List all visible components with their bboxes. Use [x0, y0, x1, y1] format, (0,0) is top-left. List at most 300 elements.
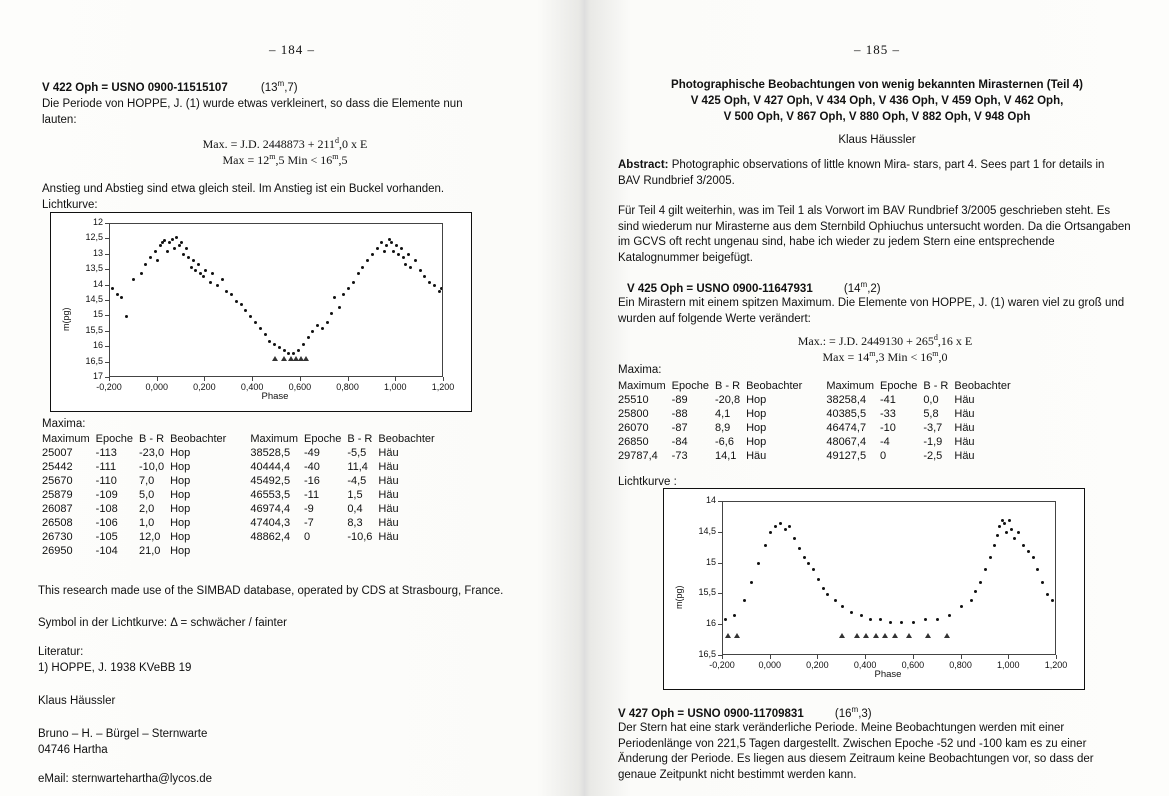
table-cell: 8,9 — [714, 422, 731, 434]
data-point — [974, 590, 977, 593]
table-cell: -87 — [671, 422, 688, 434]
data-point — [140, 272, 143, 275]
table-cell: 48862,4 — [250, 531, 291, 543]
data-point — [757, 562, 760, 565]
data-point — [390, 241, 393, 244]
y-axis-tick: 14,5 — [698, 525, 716, 536]
table-cell: Hop — [170, 531, 191, 543]
data-point — [190, 266, 193, 269]
table-cell: -40 — [304, 461, 320, 473]
table-cell: -106 — [95, 517, 118, 529]
y-axis-tickmark — [718, 593, 722, 594]
data-point — [1010, 528, 1013, 531]
y-axis-tick: 15 — [705, 556, 716, 567]
data-point — [743, 599, 746, 602]
left-star-name: V 422 Oph = USNO 0900-11515107 — [42, 81, 228, 94]
data-point — [392, 250, 395, 253]
right-star2-magnitude: (16$^m$,3) — [834, 705, 872, 720]
data-point — [850, 611, 853, 614]
table-cell: -109 — [95, 489, 118, 501]
data-point — [116, 293, 119, 296]
data-point — [111, 287, 114, 290]
table-cell: 25007 — [42, 447, 73, 459]
table-cell: 8,3 — [347, 517, 363, 529]
x-axis-tickmark — [157, 377, 158, 381]
table-cell: Hop — [746, 436, 767, 448]
table-cell: 25800 — [618, 408, 649, 420]
data-point — [414, 259, 417, 262]
fainter-marker — [272, 356, 278, 361]
data-point — [764, 544, 767, 547]
right-paragraph-1: Für Teil 4 gilt weiterhin, was im Teil 1 als Vorwort im BAV Rundbrief 3/2005 geschrieben steht. Es sind wiederum nur Mirasterne aus dem Sternbild Ophiuchus untersucht worden. Da die Ortsangaben im GCVS oft recht ungenau sind, habe ich wieder zu jedem Stern eine entsprechende Katalognummer beigefügt. — [618, 205, 1131, 264]
data-point — [307, 336, 310, 339]
table-cell: -88 — [671, 408, 688, 420]
x-axis-tick: 0,400 — [240, 382, 264, 392]
fainter-marker — [892, 633, 898, 638]
table-cell — [347, 544, 378, 558]
table-header-cell: B - R — [138, 433, 165, 445]
data-point — [822, 587, 825, 590]
y-axis-tick: 16,5 — [85, 355, 103, 366]
data-point — [380, 241, 383, 244]
table-cell: Hop — [170, 475, 191, 487]
table-cell: 7,0 — [138, 475, 155, 487]
data-point — [1051, 599, 1054, 602]
data-point — [163, 239, 166, 242]
left-page-number: – 184 – — [269, 42, 315, 57]
table-cell: 38528,5 — [250, 447, 291, 459]
table-row — [42, 488, 441, 502]
left-star-magnitude: (13$^m$,7) — [260, 79, 298, 94]
fainter-marker — [863, 633, 869, 638]
table-cell: -110 — [95, 475, 117, 487]
table-cell: -20,8 — [714, 394, 741, 406]
y-axis-tick: 13,5 — [85, 263, 103, 274]
table-cell: 0 — [880, 450, 887, 462]
right-elements-line2: Max = $14^m,3$ Min < $16^m,0$ — [822, 349, 948, 364]
data-point — [869, 618, 872, 621]
x-axis-tick: 0,200 — [806, 660, 829, 670]
table-cell: -6,6 — [714, 436, 734, 448]
y-axis-tickmark — [105, 238, 109, 239]
fainter-marker — [281, 356, 287, 361]
y-axis-tickmark — [105, 315, 109, 316]
x-axis-tick: 1,000 — [997, 660, 1020, 670]
data-point — [316, 324, 319, 327]
article-author: Klaus Häussler — [838, 134, 916, 146]
table-cell: 38258,4 — [826, 394, 867, 406]
y-axis-tick: 16 — [92, 340, 103, 351]
data-point — [352, 281, 355, 284]
right-star2-text: Der Stern hat eine stark veränderliche Periode. Meine Beobachtungen werden mit einer Periodenlänge von 221,5 Tagen dargestellt. Zwischen Epoche -52 und -100 kam es zu einer Änderung der Periode. Es liegen aus diesem Zeitraum keine Beobachtungen vor, so dass der genaue Zeitpunkt nicht bestimmt werden kann. — [618, 722, 1094, 781]
right-maxima-table-wrap — [618, 379, 1017, 463]
table-cell: Hop — [746, 394, 767, 406]
data-point — [798, 547, 801, 550]
data-point — [192, 259, 195, 262]
fainter-marker — [725, 633, 731, 638]
data-point — [404, 263, 407, 266]
table-cell: 0 — [304, 531, 311, 543]
data-point — [438, 290, 441, 293]
data-point — [788, 525, 791, 528]
x-axis-tickmark — [961, 655, 962, 659]
right-star1-name: V 425 Oph = USNO 0900-11647931 — [627, 282, 813, 295]
left-maxima-table-wrap — [42, 432, 441, 558]
x-axis-tickmark — [395, 377, 396, 381]
data-point — [216, 284, 219, 287]
data-point — [1005, 531, 1008, 534]
data-point — [860, 614, 863, 617]
table-row — [618, 421, 1017, 435]
data-point — [779, 522, 782, 525]
data-point — [936, 618, 939, 621]
data-point — [330, 312, 333, 315]
chart-v422-plot-area — [109, 223, 443, 377]
x-axis-tickmark — [913, 655, 914, 659]
data-point — [159, 244, 162, 247]
table-cell: 1,5 — [347, 489, 363, 501]
table-cell: -108 — [95, 503, 118, 515]
y-axis-tickmark — [105, 223, 109, 224]
chart-v425-xlabel: Phase — [874, 669, 902, 680]
table-cell: -49 — [304, 447, 320, 459]
data-point — [297, 349, 300, 352]
table-row — [42, 502, 441, 516]
table-cell: -10,6 — [347, 531, 373, 543]
table-cell: -7 — [304, 517, 314, 529]
left-literatur-label: Literatur: — [38, 646, 84, 658]
x-axis-tick: -0,200 — [96, 382, 122, 392]
fainter-marker — [303, 356, 309, 361]
right-lightcurve-label: Lichtkurve : — [618, 476, 677, 488]
data-point — [254, 321, 257, 324]
x-axis-tickmark — [204, 377, 205, 381]
data-point — [409, 266, 412, 269]
data-point — [347, 287, 350, 290]
table-row — [42, 460, 441, 474]
data-point — [235, 300, 238, 303]
data-point — [812, 568, 815, 571]
table-cell: Häu — [954, 408, 975, 420]
data-point — [428, 281, 431, 284]
right-page — [585, 0, 1169, 796]
x-axis-tick: 0,800 — [949, 660, 972, 670]
table-header-cell: Epoche — [95, 433, 133, 445]
table-row — [42, 530, 441, 544]
table-cell: -2,5 — [923, 450, 943, 462]
fainter-marker — [839, 633, 845, 638]
table-header-cell: Epoche — [671, 380, 709, 392]
table-cell: 4,1 — [714, 408, 731, 420]
fainter-marker — [906, 633, 912, 638]
data-point — [1003, 522, 1006, 525]
data-point — [440, 287, 443, 290]
y-axis-tick: 14 — [92, 278, 103, 289]
table-cell: 12,0 — [138, 531, 161, 543]
table-cell: Hop — [170, 461, 191, 473]
data-point — [989, 556, 992, 559]
data-point — [342, 293, 345, 296]
left-maxima-table — [42, 432, 441, 558]
table-cell: -9 — [304, 503, 314, 515]
table-header-cell: Beobachter — [746, 380, 803, 392]
right-maxima-label: Maxima: — [618, 364, 662, 376]
y-axis-tickmark — [718, 563, 722, 564]
table-cell: 46553,5 — [250, 489, 291, 501]
table-cell: Hop — [746, 422, 767, 434]
table-cell: -11 — [304, 489, 320, 501]
data-point — [996, 534, 999, 537]
data-point — [900, 621, 903, 624]
data-point — [1046, 593, 1049, 596]
data-point — [240, 303, 243, 306]
y-axis-tickmark — [718, 624, 722, 625]
table-cell: 26730 — [42, 531, 73, 543]
x-axis-tick: 0,800 — [336, 382, 359, 392]
data-point — [283, 349, 286, 352]
data-point — [924, 618, 927, 621]
chart-v425-ylabel: m(pg) — [674, 585, 684, 609]
left-comment: Anstieg und Abstieg sind etwa gleich steil. Im Anstieg ist ein Buckel vorhanden. — [42, 183, 445, 195]
table-cell: 11,4 — [347, 461, 368, 473]
left-lightcurve-label: Lichtkurve: — [42, 199, 98, 211]
right-star2-header — [618, 705, 872, 722]
left-page — [0, 0, 584, 796]
chart-v422 — [50, 212, 472, 412]
fainter-marker — [944, 633, 950, 638]
left-maxima-label: Maxima: — [42, 418, 86, 430]
data-point — [244, 309, 247, 312]
table-cell: 46974,4 — [250, 503, 291, 515]
table-cell: 26950 — [42, 545, 73, 557]
table-cell: -10,0 — [138, 461, 165, 473]
data-point — [993, 544, 996, 547]
data-point — [180, 241, 183, 244]
table-cell: Häu — [378, 461, 399, 473]
data-point — [960, 605, 963, 608]
table-cell: -111 — [95, 461, 117, 473]
y-axis-tickmark — [105, 269, 109, 270]
y-axis-tick: 12,5 — [85, 232, 103, 243]
data-point — [912, 621, 915, 624]
table-cell: Häu — [954, 394, 975, 406]
abstract-label: Abstract: — [618, 159, 669, 171]
table-row — [42, 516, 441, 530]
data-point — [202, 275, 205, 278]
data-point — [264, 333, 267, 336]
table-header-cell: B - R — [714, 380, 741, 392]
y-axis-tick: 14 — [705, 495, 716, 505]
fainter-marker — [734, 633, 740, 638]
table-cell: -73 — [671, 450, 688, 462]
x-axis-tick: 0,200 — [193, 382, 216, 392]
data-point — [423, 275, 426, 278]
y-axis-tick: 13 — [92, 247, 103, 258]
data-point — [733, 614, 736, 617]
left-author: Klaus Häussler — [38, 695, 116, 707]
data-point — [209, 281, 212, 284]
data-point — [1017, 531, 1020, 534]
left-email[interactable]: eMail: sternwartehartha@lycos.de — [38, 773, 213, 785]
data-point — [834, 599, 837, 602]
table-cell: 26087 — [42, 503, 73, 515]
table-cell: Hop — [746, 408, 767, 420]
data-point — [807, 562, 810, 565]
data-point — [984, 568, 987, 571]
data-point — [970, 599, 973, 602]
y-axis-tick: 15,5 — [698, 587, 716, 598]
x-axis-tickmark — [443, 377, 444, 381]
table-cell: 14,1 — [714, 450, 737, 462]
data-point — [803, 556, 806, 559]
table-cell: -104 — [95, 545, 118, 557]
data-point — [361, 266, 364, 269]
article-title-line3: V 500 Oph, V 867 Oph, V 880 Oph, V 882 Oph, V 948 Oph — [723, 111, 1031, 123]
table-header-cell: Maximum — [618, 380, 666, 392]
data-point — [402, 256, 405, 259]
data-point — [302, 343, 305, 346]
data-point — [724, 618, 727, 621]
data-point — [769, 531, 772, 534]
y-axis-tick: 16,5 — [698, 649, 716, 659]
table-cell: 48067,4 — [826, 436, 867, 448]
x-axis-tick: 1,000 — [384, 382, 407, 392]
table-cell: Häu — [378, 447, 399, 459]
table-header-row — [42, 432, 441, 446]
table-cell: -89 — [671, 394, 688, 406]
table-header-row — [618, 379, 1017, 393]
y-axis-tickmark — [718, 532, 722, 533]
data-point — [168, 241, 171, 244]
table-cell: 25442 — [42, 461, 73, 473]
table-header-cell: Maximum — [250, 433, 298, 445]
data-point — [395, 244, 398, 247]
data-point — [371, 253, 374, 256]
data-point — [166, 250, 169, 253]
table-header-cell: B - R — [347, 433, 373, 445]
y-axis-tickmark — [105, 300, 109, 301]
data-point — [278, 346, 281, 349]
data-point — [826, 593, 829, 596]
table-cell: 29787,4 — [618, 450, 658, 462]
data-point — [948, 614, 951, 617]
table-cell: 25510 — [618, 394, 649, 406]
table-header-cell: Maximum — [42, 433, 90, 445]
data-point — [197, 263, 200, 266]
data-point — [249, 315, 252, 318]
table-cell: 0,4 — [347, 503, 363, 515]
x-axis-tick: 1,200 — [431, 382, 455, 392]
table-cell: -5,5 — [347, 447, 367, 459]
data-point — [433, 284, 436, 287]
chart-v425 — [663, 488, 1085, 690]
right-star2-name: V 427 Oph = USNO 0900-11709831 — [618, 707, 804, 720]
x-axis-tickmark — [252, 377, 253, 381]
data-point — [154, 250, 157, 253]
data-point — [171, 238, 174, 241]
table-cell: Hop — [170, 447, 191, 459]
data-point — [979, 581, 982, 584]
data-point — [144, 263, 147, 266]
data-point — [1036, 568, 1039, 571]
data-point — [326, 321, 329, 324]
data-point — [385, 244, 388, 247]
table-cell: -16 — [304, 475, 320, 487]
table-cell: Häu — [378, 531, 399, 543]
left-address-line2: 04746 Hartha — [38, 744, 108, 756]
x-axis-tickmark — [300, 377, 301, 381]
data-point — [182, 253, 185, 256]
data-point — [230, 293, 233, 296]
table-cell: -41 — [880, 394, 896, 406]
table-cell: 47404,3 — [250, 517, 291, 529]
x-axis-tickmark — [770, 655, 771, 659]
table-cell: 2,0 — [138, 503, 155, 515]
table-cell: Häu — [954, 450, 975, 462]
data-point — [311, 330, 314, 333]
data-point — [1022, 544, 1025, 547]
data-point — [397, 253, 400, 256]
table-row — [42, 474, 441, 488]
table-cell: Häu — [954, 436, 975, 448]
table-cell: 25879 — [42, 489, 73, 501]
table-cell: 5,8 — [923, 408, 939, 420]
data-point — [357, 272, 360, 275]
chart-v425-plot-area — [722, 501, 1056, 655]
data-point — [1008, 519, 1011, 522]
table-cell — [378, 544, 440, 558]
table-row — [42, 544, 441, 558]
y-axis-tick: 15,5 — [85, 324, 103, 335]
table-cell: 0,0 — [923, 394, 939, 406]
data-point — [259, 327, 262, 330]
table-cell: -105 — [95, 531, 118, 543]
abstract-text: Photographic observations of little known Mira- stars, part 4. Sees part 1 for details in BAV Rundbrief 3/2005. — [618, 159, 1105, 187]
y-axis-tickmark — [105, 362, 109, 363]
right-star1-header — [627, 280, 881, 297]
table-cell: Hop — [170, 503, 191, 515]
table-cell: Häu — [378, 489, 399, 501]
data-point — [268, 340, 271, 343]
left-elements-line1: Max. = J.D. $2448873 + 211^d,0$ x E — [202, 136, 368, 151]
table-row — [618, 449, 1017, 463]
table-cell: Hop — [170, 489, 191, 501]
data-point — [173, 247, 176, 250]
data-point — [156, 259, 159, 262]
data-point — [333, 296, 336, 299]
table-cell: 46474,7 — [826, 422, 867, 434]
table-cell: -23,0 — [138, 447, 165, 459]
left-star-header — [42, 79, 298, 96]
left-symbol-note: Symbol in der Lichtkurve: Δ = schwächer / fainter — [38, 617, 287, 629]
y-axis-tickmark — [105, 346, 109, 347]
table-cell: 45492,5 — [250, 475, 291, 487]
table-row — [42, 446, 441, 460]
table-header-cell: Beobachter — [378, 433, 435, 445]
data-point — [817, 578, 820, 581]
fainter-marker — [854, 633, 860, 638]
table-header-cell: Maximum — [826, 380, 874, 392]
table-cell: Häu — [378, 503, 399, 515]
left-simbad-note: This research made use of the SIMBAD database, operated by CDS at Strasbourg, France. — [38, 585, 504, 597]
table-header-cell: Beobachter — [954, 380, 1011, 392]
right-elements-line1: Max.: = J.D. $2449130 + 265^d,16$ x E — [797, 333, 973, 348]
y-axis-tick: 15 — [92, 309, 103, 320]
chart-v422-xlabel: Phase — [261, 391, 289, 402]
table-cell: -33 — [880, 408, 896, 420]
y-axis-tick: 16 — [705, 618, 716, 629]
table-cell: 26070 — [618, 422, 649, 434]
